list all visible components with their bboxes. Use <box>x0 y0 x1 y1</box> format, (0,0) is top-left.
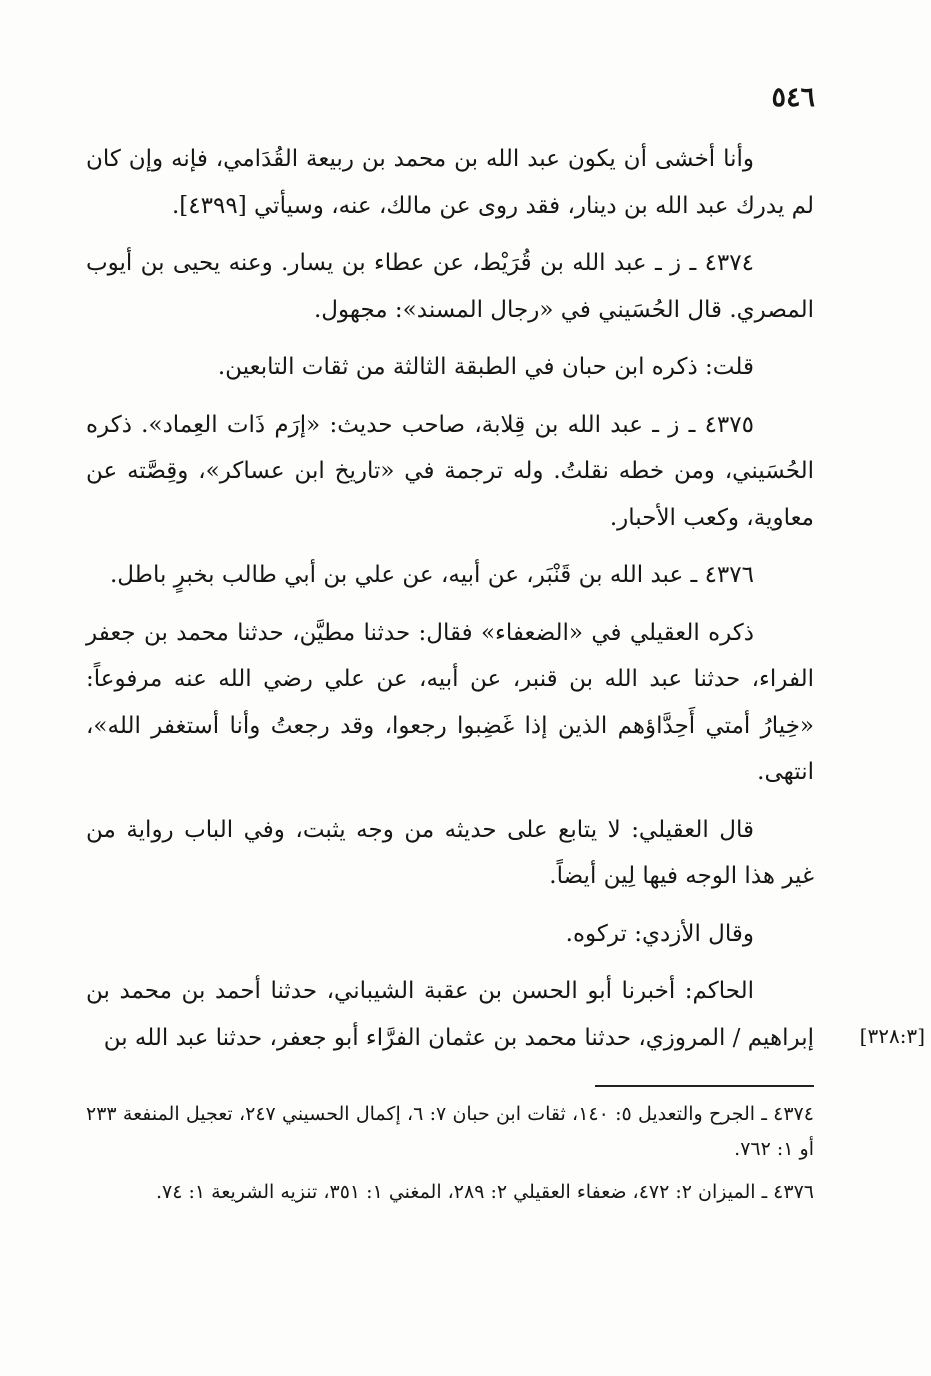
paragraph-azdi-opinion: وقال الأزدي: تركوه. <box>565 920 754 947</box>
entry-4375: ٤٣٧٥ ـ ز ـ عبد الله بن قِلابة، صاحب حديث: «إرَم ذَات العِماد». ذكره الحُسَيني، ومن خطه نقلتُ. وله ترجمة في «تاريخ ابن عساكر»، وقِصَّته عن معاوية، وكعب الأحبار. <box>86 411 814 531</box>
paragraph-uqayli-report: ذكره العقيلي في «الضعفاء» فقال: حدثنا مطيَّن، حدثنا محمد بن جعفر الفراء، حدثنا عبد الله بن قنبر، عن أبيه، عن علي رضي الله عنه مرفوعاً: «خِيارُ أمتي أَحِدَّاؤهم الذين إذا غَضِبوا رجعوا، وقد رجعتُ وأنا أستغفر الله»، انتهى. <box>86 619 814 785</box>
margin-reference: [٣٢٨:٣] <box>859 1024 925 1048</box>
paragraph-hakim-chain: الحاكم: أخبرنا أبو الحسن بن عقبة الشيباني، حدثنا أحمد بن محمد بن إبراهيم / المروزي، حدثنا محمد بن عثمان الفرَّاء أبو جعفر، حدثنا عبد الله بن <box>86 978 814 1051</box>
paragraph-comment: قلت: ذكره ابن حبان في الطبقة الثالثة من ثقات التابعين. <box>217 354 754 380</box>
page-number: ٥٤٦ <box>771 82 815 113</box>
paragraph-uqayli-opinion: قال العقيلي: لا يتابع على حديثه من وجه يثبت، وفي الباب رواية من غير هذا الوجه فيها لِين أيضاً. <box>86 816 814 889</box>
footnotes <box>86 1097 814 1218</box>
footnote-divider <box>595 1085 814 1087</box>
entry-4376: ٤٣٧٦ ـ عبد الله بن قَنْبَر، عن أبيه، عن علي بن أبي طالب بخبرٍ باطل. <box>109 562 754 588</box>
entry-4374: ٤٣٧٤ ـ ز ـ عبد الله بن قُرَيْط، عن عطاء بن يسار. وعنه يحيى بن أيوب المصري. قال الحُسَيني في «رجال المسند»: مجهول. <box>86 250 814 323</box>
main-text <box>86 136 814 1072</box>
paragraph-note-4399: وأنا أخشى أن يكون عبد الله بن محمد بن ربيعة القُدَامي، فإنه وإن كان لم يدرك عبد الله بن دينار، فقد روى عن مالك، عنه، وسيأتي [٤٣٩٩]. <box>86 146 814 219</box>
footnote-4376: ٤٣٧٦ ـ الميزان ٢: ٤٧٢، ضعفاء العقيلي ٢: ٢٨٩، المغني ١: ٣٥١، تنزيه الشريعة ١: ٧٤. <box>155 1181 814 1203</box>
footnote-4374: ٤٣٧٤ ـ الجرح والتعديل ٥: ١٤٠، ثقات ابن حبان ٧: ٦، إكمال الحسيني ٢٤٧، تعجيل المنفعة ٢٣٣ أو ١: ٧٦٢. <box>86 1103 814 1160</box>
